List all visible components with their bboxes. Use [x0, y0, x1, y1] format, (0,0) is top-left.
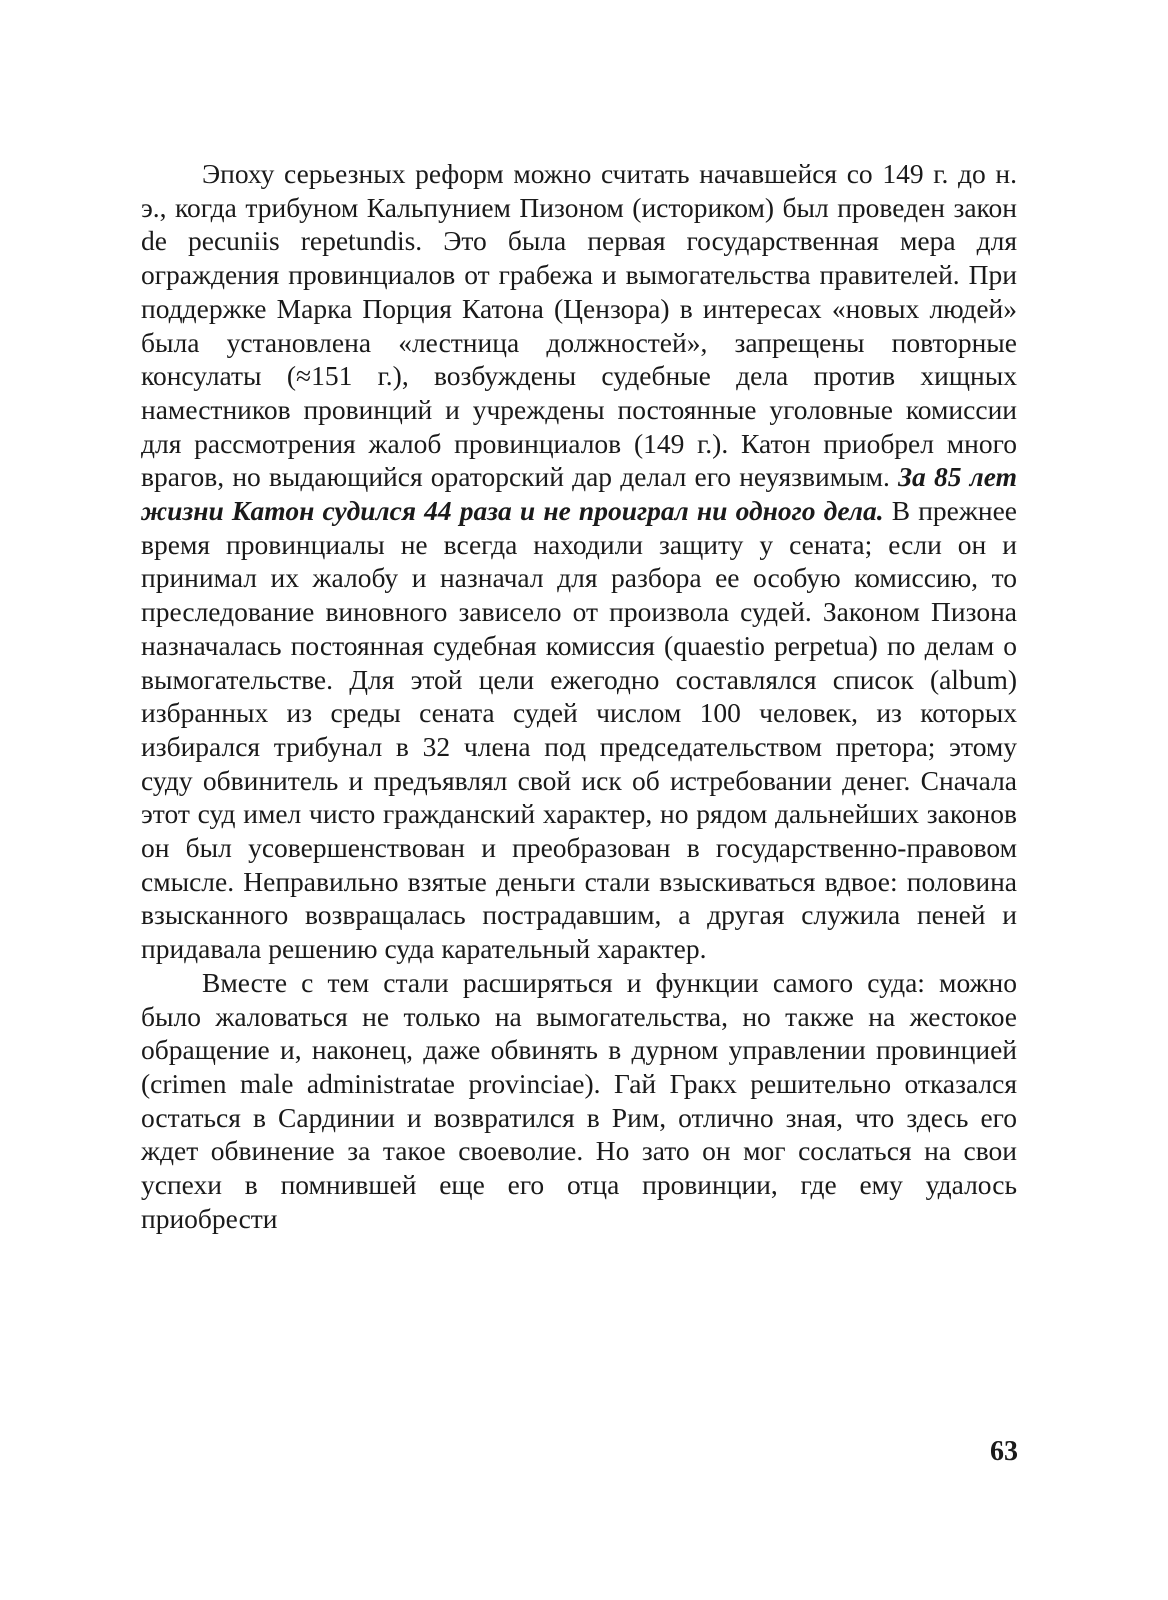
- paragraph-reforms-continuation: В прежнее время провинциалы не всегда находили защиту у сената; если он и принимал их жалобу и назначал для разбора ее особую комиссию, то преследование виновного зависело от произвола судей. Законом Пизона назначалась постоянная судебная комиссия (quaestio perpetua) по делам о вымогательстве. Для этой цели ежегодно составлялся список (album) избранных из среды сената судей числом 100 человек, из которых избирался трибунал в 32 члена под председательством претора; этому суду обвинитель и предъявлял свой иск об истребовании денег. Сначала этот суд имел чисто гражданский характер, но рядом дальнейших законов он был усовершенствован и преобразован в государственно-правовом смысле. Неправильно взятые деньги стали взыскиваться вдвое: половина взысканного возвращалась пострадавшим, а другая служила пеней и придавала решению суда карательный характер.: [141, 495, 1017, 965]
- page-number: 63: [990, 1436, 1018, 1467]
- paragraph-reforms-text: Эпоху серьезных реформ можно считать начавшейся со 149 г. до н. э., когда трибуном Кальпунием Пизоном (историком) был проведен закон de pecuniis repetundis. Это была первая государственная мера для ограждения провинциалов от грабежа и вымогательства правителей. При поддержке Марка Порция Катона (Цензора) в интересах «новых людей» была установлена «лестница должностей», запрещены повторные консулаты (≈151 г.), возбуждены судебные дела против хищных наместников провинций и учреждены постоянные уголовные комиссии для рассмотрения жалоб провинциалов (149 г.). Катон приобрел много врагов, но выдающийся ораторский дар делал его неуязвимым.: [141, 158, 1017, 493]
- body-text: [141, 157, 1017, 1236]
- cato-emphasis: За 85 лет жизни Катон судился 44 раза и не проиграл ни одного дела.: [141, 461, 1017, 527]
- paragraph-reforms: [141, 157, 1017, 966]
- paragraph-court-functions: Вместе с тем стали расширяться и функции самого суда: можно было жаловаться не только на вымогательства, но также на жестокое обращение и, наконец, даже обвинять в дурном управлении провинцией (crimen male administratae provinciae). Гай Гракх решительно отказался остаться в Сардинии и возвратился в Рим, отлично зная, что здесь его ждет обвинение за такое своеволие. Но зато он мог сослаться на свои успехи в помнившей еще его отца провинции, где ему удалось приобрести: [141, 966, 1017, 1234]
